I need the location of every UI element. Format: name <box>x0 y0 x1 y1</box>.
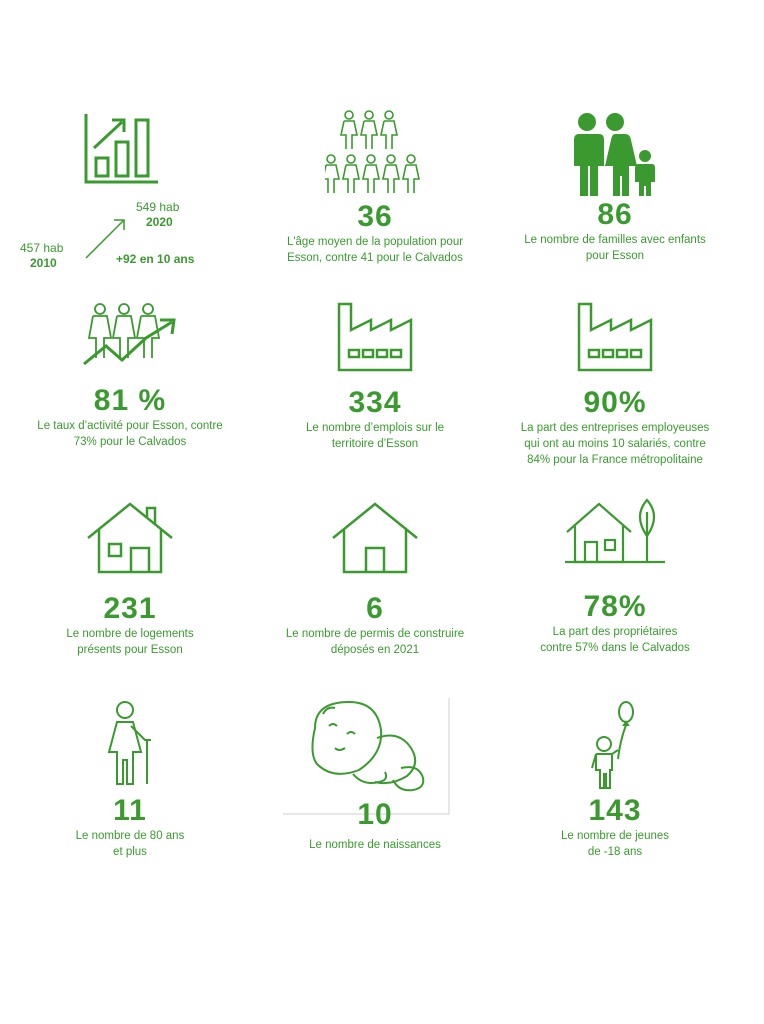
stat-families-value: 86 <box>597 198 633 231</box>
stat-owners-desc-2: contre 57% dans le Calvados <box>540 642 690 654</box>
stat-permits-value: 6 <box>366 592 384 625</box>
stat-companies-desc-2: qui ont au moins 10 salariés, contre <box>524 438 706 450</box>
stat-elderly <box>10 700 250 860</box>
stat-jobs <box>255 300 495 452</box>
stat-activity-desc-1: Le taux d’activité pour Esson, contre <box>37 420 223 432</box>
stat-families-desc-2: pour Esson <box>585 250 645 262</box>
stat-age <box>255 110 495 266</box>
pop-2020-value: 549 hab <box>136 200 180 214</box>
stat-owners <box>495 498 735 656</box>
stat-elderly-desc-2: et plus <box>113 846 147 858</box>
stat-companies-desc-3: 84% pour la France métropolitaine <box>527 454 703 466</box>
stat-activity-value: 81 % <box>93 384 167 417</box>
stat-youth-desc-2: de -18 ans <box>587 846 643 858</box>
stat-age-desc-1: L'âge moyen de la population pour <box>286 236 464 248</box>
stat-elderly-desc-1: Le nombre de 80 ans <box>75 830 185 842</box>
stat-permits <box>255 500 495 658</box>
growth-chart-icon <box>82 112 162 188</box>
stat-housing-value: 231 <box>103 592 157 625</box>
pop-2020-year: 2020 <box>146 215 173 229</box>
stat-youth-desc-1: Le nombre de jeunes <box>560 830 670 842</box>
stat-families-desc-1: Le nombre de familles avec enfants <box>524 234 706 246</box>
factory-icon <box>575 300 655 374</box>
stat-jobs-desc-2: territoire d’Esson <box>331 438 419 450</box>
family-icon <box>565 112 665 198</box>
house-icon <box>330 500 420 574</box>
child-balloon-icon <box>580 700 650 790</box>
factory-icon <box>335 300 415 374</box>
pop-growth: +92 en 10 ans <box>116 252 195 266</box>
pop-2010-value: 457 hab <box>20 241 64 255</box>
stat-owners-desc-1: La part des propriétaires <box>552 626 678 638</box>
stat-age-desc-2: Esson, contre 41 pour le Calvados <box>287 252 463 264</box>
stat-youth-value: 143 <box>588 794 642 827</box>
elderly-person-icon <box>95 700 165 786</box>
stat-companies <box>495 300 735 468</box>
stat-activity-desc-2: 73% pour le Calvados <box>73 436 187 448</box>
pop-2020-label <box>136 200 179 230</box>
pop-2010-label <box>20 241 63 271</box>
stat-elderly-value: 11 <box>113 794 147 827</box>
stat-jobs-value: 334 <box>348 386 402 419</box>
stat-births-value: 10 <box>357 798 393 831</box>
pop-2010-year: 2010 <box>30 256 57 270</box>
stat-housing-desc-1: Le nombre de logements <box>66 628 194 640</box>
workers-growth-icon <box>80 302 180 372</box>
stat-housing <box>10 500 250 658</box>
stat-companies-value: 90% <box>583 386 647 419</box>
population-group-icon <box>325 110 425 200</box>
stat-permits-desc-2: déposés en 2021 <box>330 644 420 656</box>
stat-owners-value: 78% <box>583 590 647 623</box>
stat-youth <box>495 700 735 860</box>
stat-age-value: 36 <box>357 200 393 233</box>
stat-births-desc-1: Le nombre de naissances <box>309 839 441 851</box>
stat-jobs-desc-1: Le nombre d’emplois sur le <box>305 422 445 434</box>
house-with-tree-icon <box>565 498 665 568</box>
stat-permits-desc-1: Le nombre de permis de construire <box>285 628 465 640</box>
stat-housing-desc-2: présents pour Esson <box>77 644 183 656</box>
house-icon <box>85 500 175 574</box>
stat-activity <box>10 302 250 450</box>
stat-companies-desc-1: La part des entreprises employeuses <box>520 422 710 434</box>
stat-families <box>495 112 735 264</box>
